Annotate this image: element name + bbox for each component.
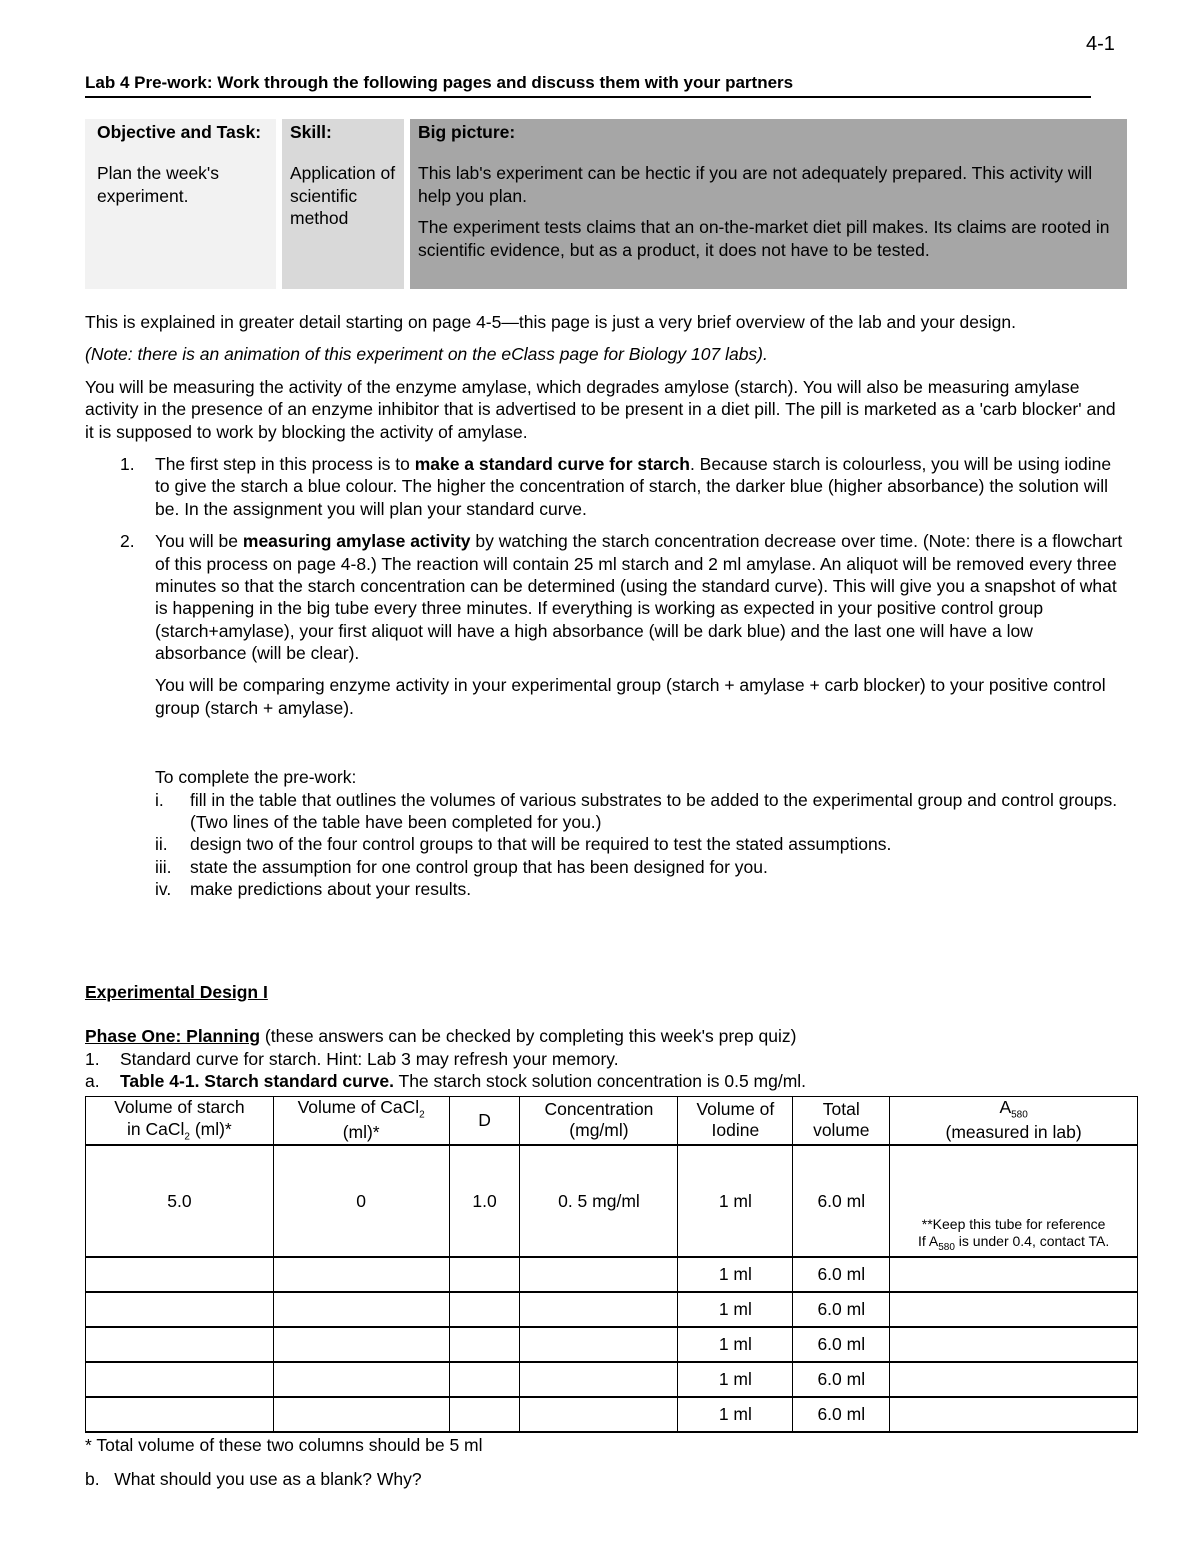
cell-total: 6.0 ml <box>793 1362 890 1397</box>
cell-dilution: 1.0 <box>449 1145 520 1257</box>
step-item <box>85 453 1125 520</box>
page-header: Lab 4 Pre-work: Work through the following pages and discuss them with your partners <box>85 72 1091 98</box>
cell-iodine: 1 ml <box>678 1292 793 1327</box>
cell-dilution[interactable] <box>449 1397 520 1432</box>
table-caption-text: The starch stock solution concentration is 0.5 mg/ml. <box>393 1071 807 1092</box>
animation-note: (Note: there is an animation of this experiment on the eClass page for Biology 107 labs). <box>85 344 768 365</box>
cell-cacl2[interactable] <box>273 1257 449 1292</box>
table-row <box>86 1397 1138 1432</box>
cell-total: 6.0 ml <box>793 1292 890 1327</box>
header-concentration: Concentration (mg/ml) <box>520 1097 678 1145</box>
cell-concentration[interactable] <box>520 1397 678 1432</box>
header-starch-volume: Volume of starch in CaCl$_2$ (ml)* <box>86 1097 274 1145</box>
objective-title: Objective and Task: <box>97 122 262 142</box>
table-header-row <box>86 1097 1138 1145</box>
info-boxes <box>85 119 1127 289</box>
big-picture-text-1: This lab's experiment can be hectic if you are not adequately prepared. This activity will help you plan. <box>418 163 1093 206</box>
cell-cacl2[interactable] <box>273 1362 449 1397</box>
prework-text: make predictions about your results. <box>190 879 472 900</box>
cell-starch[interactable] <box>86 1397 274 1432</box>
cell-starch[interactable] <box>86 1327 274 1362</box>
question-a <box>85 1070 1145 1092</box>
prework-number: iv. <box>155 879 172 900</box>
prework-number: iii. <box>155 856 172 877</box>
header-iodine-volume: Volume of Iodine <box>678 1097 793 1145</box>
cell-concentration[interactable] <box>520 1362 678 1397</box>
cell-absorbance[interactable] <box>890 1145 1138 1257</box>
step-item <box>85 530 1125 664</box>
cell-starch[interactable] <box>86 1292 274 1327</box>
cell-concentration: 0. 5 mg/ml <box>520 1145 678 1257</box>
step-text: You will be <box>155 531 243 552</box>
prework-text: fill in the table that outlines the volumes of various substrates to be added to the experimental group and control groups. (Two lines of the table have been completed for you.) <box>190 789 1118 833</box>
comparison-paragraph: You will be comparing enzyme activity in your experimental group (starch + amylase + carb blocker) to your positive control group (starch + amylase). <box>155 675 1106 718</box>
cell-dilution[interactable] <box>449 1292 520 1327</box>
question-letter: a. <box>85 1071 100 1092</box>
question-number: 1. <box>85 1048 100 1069</box>
skill-box <box>282 119 404 289</box>
cell-dilution[interactable] <box>449 1362 520 1397</box>
cell-iodine: 1 ml <box>678 1327 793 1362</box>
header-total-volume: Total volume <box>793 1097 890 1145</box>
question-1 <box>85 1048 1145 1070</box>
big-picture-box <box>410 119 1127 289</box>
prework-text: state the assumption for one control group that has been designed for you. <box>190 856 768 877</box>
cell-total: 6.0 ml <box>793 1327 890 1362</box>
cell-cacl2[interactable] <box>273 1327 449 1362</box>
step-number: 1. <box>120 453 135 474</box>
big-picture-title: Big picture: <box>418 122 516 142</box>
table-row <box>86 1257 1138 1292</box>
cell-starch[interactable] <box>86 1257 274 1292</box>
table-row <box>86 1292 1138 1327</box>
question-letter: b. <box>85 1469 100 1489</box>
overview-paragraph: You will be measuring the activity of the enzyme amylase, which degrades amylose (starch). You will also be measuring amylase activity in the presence of an enzyme inhibitor that is advertised to be present in a diet pill. The pill is marketed as a 'carb blocker' and it is supposed to work by blocking the activity of amylase. <box>85 376 1116 442</box>
table-row <box>86 1362 1138 1397</box>
main-content <box>85 311 1125 901</box>
cell-total: 6.0 ml <box>793 1397 890 1432</box>
prework-number: ii. <box>155 834 168 855</box>
cell-cacl2[interactable] <box>273 1292 449 1327</box>
prework-heading: To complete the pre-work: <box>155 767 357 788</box>
reference-note: **Keep this tube for reference If $A_{580}$ is under 0.4, contact TA. <box>917 1216 1110 1253</box>
cell-absorbance[interactable] <box>890 1292 1138 1327</box>
skill-text: Application of scientific method <box>290 163 396 229</box>
cell-dilution[interactable] <box>449 1257 520 1292</box>
cell-concentration[interactable] <box>520 1292 678 1327</box>
table-caption: Table 4-1. Starch standard curve. <box>120 1071 394 1092</box>
prework-list <box>85 789 1125 901</box>
step-number: 2. <box>120 531 135 552</box>
objective-text: Plan the week's experiment. <box>97 163 220 206</box>
cell-starch[interactable] <box>86 1362 274 1397</box>
objective-box <box>85 119 276 289</box>
header-cacl2-volume: Volume of CaCl$_2$ (ml)* <box>273 1097 449 1145</box>
intro-paragraph: This is explained in greater detail starting on page 4-5—this page is just a very brief overview of the lab and your design. <box>85 312 1016 332</box>
cell-total: 6.0 ml <box>793 1257 890 1292</box>
page-number: 4-1 <box>1086 33 1115 55</box>
prework-number: i. <box>155 789 164 810</box>
prework-text: design two of the four control groups to that will be required to test the stated assumptions. <box>190 834 892 855</box>
big-picture-text-2: The experiment tests claims that an on-the-market diet pill makes. Its claims are rooted in scientific evidence, but as a product, it does not have to be tested. <box>418 217 1110 260</box>
step-text: by watching the starch concentration decrease over time. (Note: there is a flowchart of this process on page 4-8.) The reaction will contain 25 ml starch and 2 ml amylase. An aliquot will be removed every three minutes so that the starch concentration can be determined (using the standard curve). This will give you a snapshot of what is happening in the big tube every three minutes. If everything is working as expected in your positive control group (starch+amylase), your first aliquot will have a high absorbance (will be dark blue) and the last one will have a low absorbance (will be clear). <box>155 531 1123 664</box>
cell-absorbance[interactable] <box>890 1257 1138 1292</box>
experimental-design <box>85 981 1145 1093</box>
design-title: Experimental Design I <box>85 982 268 1002</box>
question-b <box>85 1468 422 1490</box>
cell-cacl2[interactable] <box>273 1397 449 1432</box>
header-absorbance: $A_{580}$ (measured in lab) <box>890 1097 1138 1145</box>
step-text: . Because starch is colourless, you will be using iodine to give the starch a blue colour. The higher the concentration of starch, the darker blue (higher absorbance) the solution will be. In the assignment you will plan your standard curve. <box>155 453 1112 519</box>
cell-total: 6.0 ml <box>793 1145 890 1257</box>
cell-cacl2: 0 <box>273 1145 449 1257</box>
cell-absorbance[interactable] <box>890 1397 1138 1432</box>
cell-iodine: 1 ml <box>678 1397 793 1432</box>
header-dilution: D <box>449 1097 520 1145</box>
phase-line <box>85 1025 1145 1047</box>
phase-note: (these answers can be checked by completing this week's prep quiz) <box>260 1026 797 1047</box>
step-bold: measuring amylase activity <box>242 531 471 552</box>
table-row <box>86 1145 1138 1257</box>
steps-list <box>85 453 1125 665</box>
prework-item <box>85 789 1125 834</box>
step-bold: make a standard curve for starch <box>414 453 690 474</box>
prework-item <box>85 833 1125 855</box>
question-text: Standard curve for starch. Hint: Lab 3 may refresh your memory. <box>120 1048 619 1069</box>
cell-dilution[interactable] <box>449 1327 520 1362</box>
cell-iodine: 1 ml <box>678 1257 793 1292</box>
cell-absorbance[interactable] <box>890 1362 1138 1397</box>
cell-concentration[interactable] <box>520 1257 678 1292</box>
question-text: What should you use as a blank? Why? <box>114 1469 422 1489</box>
cell-absorbance[interactable] <box>890 1327 1138 1362</box>
table-row <box>86 1327 1138 1362</box>
cell-iodine: 1 ml <box>678 1362 793 1397</box>
table-footnote: * Total volume of these two columns should be 5 ml <box>85 1435 483 1455</box>
skill-title: Skill: <box>290 122 332 142</box>
cell-starch: 5.0 <box>86 1145 274 1257</box>
phase-title: Phase One: Planning <box>85 1026 261 1047</box>
cell-concentration[interactable] <box>520 1327 678 1362</box>
step-text: The first step in this process is to <box>155 453 415 474</box>
prework-item <box>85 856 1125 878</box>
cell-iodine: 1 ml <box>678 1145 793 1257</box>
prework-item <box>85 878 1125 900</box>
starch-standard-table <box>85 1096 1138 1433</box>
